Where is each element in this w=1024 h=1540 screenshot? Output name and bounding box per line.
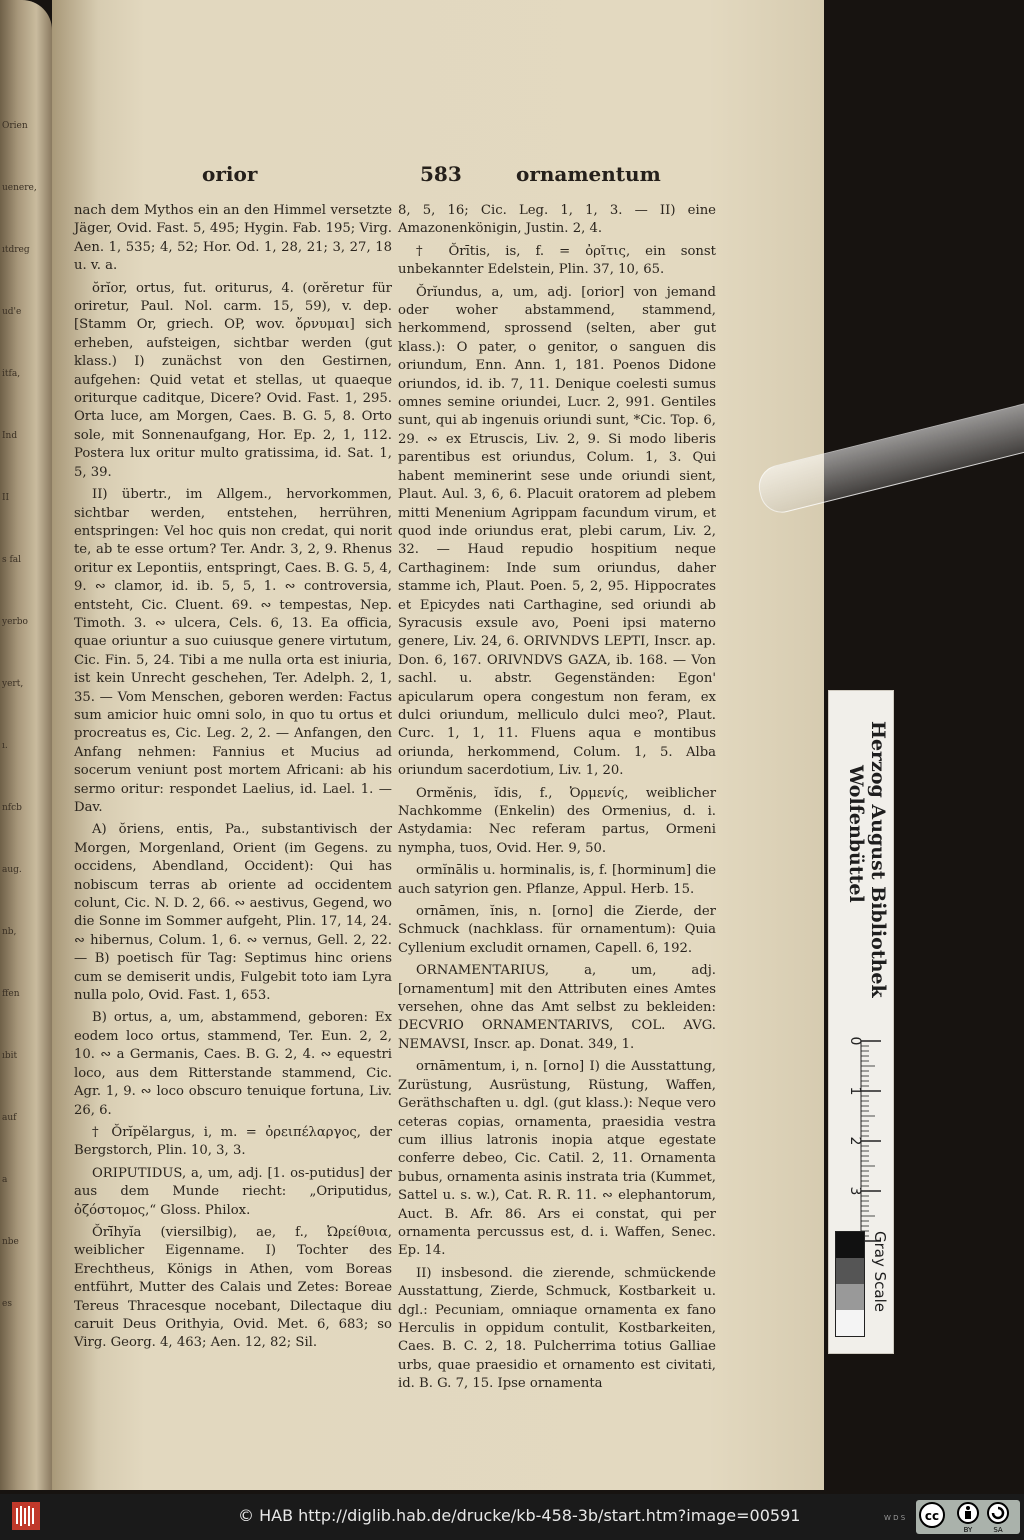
dictionary-entry: ornāmen, ĭnis, n. [orno] die Zierde, der Schmuck (nachklass. für ornamentum): Quia Cyllenium excludit ornamen, Capell. 6, 192. <box>398 904 716 956</box>
left-page-fragment: nfcb <box>2 803 22 813</box>
dictionary-entry: II) insbesond. die zierende, schmückende Ausstattung, Zierde, Schmuck, Kostbarkeit u. dgl.: Pecuniam, omniaque ornamenta ex fano Herculis in oppidum contulit, Kostbarkeiten, Caes. B. C. 2, 18. Pulcherrima totius Galliae urbs, quae praesidio et ornamento est civitati, id. B. G. 7, 15. Ipse ornamenta <box>398 1265 716 1392</box>
left-page-fragment: uenere, <box>2 183 37 193</box>
hab-logo-icon <box>12 1502 40 1530</box>
dictionary-entry: Ormĕnis, ĭdis, f., Ὀρμενίς, weiblicher Nachkomme (Enkelin) des Ormenius, d. i. Astydamia: Nec referam partus, Ormeni nympha, tuos, Ovid. Her. 9, 50. <box>398 785 716 856</box>
scale-label: 0 <box>847 1036 863 1046</box>
dictionary-entry: ŏrĭor, ortus, fut. oriturus, 4. (orĕretur für oriretur, Paul. Nol. carm. 15, 59), v. dep. [Stamm Or, griech. OP, wov. ὄρνυμαι] sich erheben, aufsteigen, sichtbar werden (gut klass.) I) zunächst von den Gestirnen, aufgehen: Quid vetat et stellas, ut quaeque oriturque caditque, Dicere? Ovid. Fast. 1, 295. Orta luce, am Morgen, Caes. B. G. 5, 8. Orto sole, mit Sonnenaufgang, Hor. Ep. 2, 1, 112. Postera lux oritur multo gratissima, id. Sat. 1, 5, 39. <box>74 280 392 480</box>
footer-bar <box>0 1494 1024 1540</box>
dictionary-entry: † Ŏrĭpĕlargus, i, m. = ὀρειπέλαργος, der Bergstorch, Plin. 10, 3, 3. <box>74 1124 392 1159</box>
dictionary-entry: ORIPUTIDUS, a, um, adj. [1. os-putidus] der aus dem Munde riecht: „Oriputidus, ὀζόστομος,“ Gloss. Philox. <box>74 1165 392 1218</box>
dictionary-entry: Ŏrĭundus, a, um, adj. [orior] von jemand oder woher abstammend, stammend, herkommend, sprossend (selten, aber gut klass.): O pater, o genitor, o sanguen dis oriundum, Enn. Ann. 1, 181. Poenos Didone oriundos, id. ib. 7, 11. Denique coelesti sumus omnes semine oriundei, Lucr. 2, 991. Gentiles sunt, qui ab ingenuis oriundi sunt, *Cic. Top. 6, 29. ∾ ex Etruscis, Liv. 2, 9. Si modo liberis parentibus est oriundus, Colum. 1, 3. Qui habent meminerint sese unde oriundi sient, Plaut. Aul. 3, 6, 6. Placuit oratorem ad plebem mitti Menenium Agrippam facundum virum, et quod inde oriundus erat, plebi carum, Liv. 2, 32. — Haud repudio hospitium neque Carthaginem: Inde sum oriundus, daher stamme ich, Plaut. Poen. 5, 2, 95. Hippocrates et Epicydes nati Carthagine, sed oriundi ab Syracusis exsule avo, Poeni ipsi materno genere, Liv. 24, 6. ORIVNDVS LEPTI, Inscr. ap. Don. 6, 167. ORIVNDVS GAZA, ib. 168. — Von sachl. u. abstr. Gegenständen: Egon' apicularum opera congestum non feram, ex dulci oriundum, melliculo dulci meo?, Plaut. Curc. 1, 1, 11. Fluens aqua e montibus oriunda, herkommend, Colum. 1, 5. Alba oriundum sacerdotium, Liv. 1, 20. <box>398 284 716 779</box>
dictionary-entry: 8, 5, 16; Cic. Leg. 1, 1, 3. — II) eine Amazonenkönigin, Justin. 2, 4. <box>398 203 716 237</box>
scale-label: 2 <box>847 1136 863 1146</box>
dictionary-entry: A) ŏriens, entis, Pa., substantivisch der Morgen, Morgenland, Orient (im Gegens. zu occidens, Abendland, Occident): Qui has nobiscum terras ab oriente ad occidentem colunt, Cic. N. D. 2, 66. ∾ aestivus, Gegend, wo die Sonne im Sommer aufgeht, Plin. 17, 14, 24. ∾ hibernus, Colum. 1, 6. ∾ vernus, Gell. 2, 22. — B) poetisch für Tag: Septimus hinc oriens cum se demiserit undis, Fulgebit toto iam Lyra nulla polo, Ovid. Fast. 1, 653. <box>74 822 392 1004</box>
footer-small-text: W D S <box>884 1514 906 1522</box>
left-page-fragment: aug. <box>2 865 22 875</box>
left-page-fragment: yert, <box>2 679 24 689</box>
left-page-fragment: ı. <box>2 741 8 751</box>
scale-label: 1 <box>847 1086 863 1096</box>
library-slip <box>828 690 894 1354</box>
running-header <box>202 162 682 192</box>
cc-label: cc <box>924 1509 940 1523</box>
gray-scale-patches <box>835 1231 865 1337</box>
footer-url-text[interactable]: © HAB http://diglib.hab.de/drucke/kb-458-3b/start.htm?image=00591 <box>238 1506 801 1525</box>
left-column <box>74 202 392 1353</box>
dictionary-page <box>52 0 824 1490</box>
left-page-fragment: ıtdreg <box>2 245 30 255</box>
left-page-fragment: Orien <box>2 121 28 131</box>
left-page-fragment: yerbo <box>2 617 28 627</box>
dictionary-entry: Ŏrĭ̄hyĭa (viersilbig), ae, f., Ὠρείθυια, weiblicher Eigenname. I) Tochter des Erechtheus, Königs in Athen, vom Boreas entführt, Mutter des Calais und Zetes: Boreae Tereus Thracesque nocebant, Dilectaque diu caruit Deus Orithyia, Ovid. Met. 6, 683; so Virg. Georg. 4, 463; Aen. 12, 82; Sil. <box>74 1224 392 1351</box>
left-page-fragment: es <box>2 1299 12 1309</box>
dictionary-entry: B) ortus, a, um, abstammend, geboren: Ex eodem loco ortus, stammend, Ter. Eun. 2, 2, 10. ∾ a Germanis, Caes. B. G. 2, 4. ∾ equestri loco, aus dem Ritterstande stammend, Cic. Agr. 1, 9. ∾ loco obscuro tenuique fortuna, Liv. 26, 6. <box>74 1010 392 1118</box>
by-label: BY <box>963 1526 973 1534</box>
library-name <box>845 721 889 1021</box>
left-page-fragment: nb, <box>2 927 17 937</box>
left-page-fragment: Ind <box>2 431 18 441</box>
left-page-fragment: nbe <box>2 1237 19 1247</box>
page-number: 583 <box>420 162 462 186</box>
sa-label: SA <box>993 1526 1003 1534</box>
left-page-edge <box>0 0 52 1490</box>
left-page-fragment: ffen <box>2 989 20 999</box>
left-page-fragment: ıbit <box>2 1051 18 1061</box>
dictionary-entry: nach dem Mythos ein an den Himmel versetzte Jäger, Ovid. Fast. 5, 495; Hygin. Fab. 195; Virg. Aen. 1, 535; 4, 52; Hor. Od. 1, 28, 21; 3, 27, 18 u. v. a. <box>74 203 392 274</box>
gray-scale-label: Gray Scale <box>871 1231 889 1312</box>
header-right-word: ornamentum <box>516 162 661 186</box>
library-name-line2: Wolfenbüttel <box>845 765 867 903</box>
scale-label: 3 <box>847 1186 863 1196</box>
left-page-fragment: s fal <box>2 555 22 565</box>
dictionary-entry: II) übertr., im Allgem., hervorkommen, sichtbar werden, entstehen, herrühren, entspringen: Vel hoc quis non credat, qui norit te, ab te esse ortum? Ter. Andr. 3, 2, 9. Rhenus oritur ex Lepontiis, entspringt, Caes. B. G. 5, 4, 9. ∾ clamor, id. ib. 5, 5, 1. ∾ controversia, entsteht, Cic. Cluent. 69. ∾ tempestas, Nep. Timoth. 3. ∾ ulcera, Cels. 6, 13. Ea officia, quae oriuntur a suo cuiusque genere virtutum, Cic. Fin. 5, 24. Tibi a me nulla orta est iniuria, ist kein Unrecht geschehen, Ter. Adelph. 2, 1, 35. — Vom Menschen, geboren werden: Factus sum amicior huic omni solo, in quo tu ortus et procreatus es, Cic. Leg. 2, 2. — Anfangen, den Anfang nehmen: Fannius et Mucius ad socerum veniunt post mortem Africani: ab his sermo oritur: respondet Laelius, id. Lael. 1. — Dav. <box>74 487 392 815</box>
left-page-fragment: ud'e <box>2 307 22 317</box>
library-name-line1: Herzog August Bibliothek <box>867 721 889 998</box>
left-page-fragment: itfa, <box>2 369 21 379</box>
right-column <box>398 202 716 1394</box>
left-page-fragment: a <box>2 1175 8 1185</box>
left-page-fragment: auf <box>2 1113 17 1123</box>
header-left-word: orior <box>202 162 258 186</box>
dictionary-entry: ORNAMENTARIUS, a, um, adj. [ornamentum] mit den Attributen eines Amtes versehen, ohne das Amt selbst zu bekleiden: DECVRIO ORNAMENTARIVS, COL. AVG. NEMAVSI, Inscr. ap. Donat. 349, 1. <box>398 963 716 1052</box>
left-page-fragment: II <box>2 493 10 503</box>
dictionary-entry: † Ŏrītis, is, f. = ὀρῖτις, ein sonst unbekannter Edelstein, Plin. 37, 10, 65. <box>398 243 716 278</box>
cc-license-icon[interactable] <box>916 1500 1020 1534</box>
dictionary-entry: ornāmentum, i, n. [orno] I) die Ausstattung, Zurüstung, Ausrüstung, Rüstung, Waffen, Geräthschaften u. dgl. (gut klass.): Neque vero ceteras copias, ornamenta, praesidia vestra cum illius latronis inopia atque egestate conferre debeo, Cic. Catil. 2, 11. Ornamenta bubus, ornamenta asinis instrata tria (Kummet, Sattel u. s. w.), Cat. R. R. 11. ∾ elephantorum, Auct. B. Afr. 86. Ars ei constat, qui per ornamenta percussus est, d. i. Waffen, Senec. Ep. 14. <box>398 1059 716 1259</box>
dictionary-entry: ormĭnālis u. horminalis, is, f. [horminum] die auch satyrion gen. Pflanze, Appul. Herb. 15. <box>398 863 716 897</box>
